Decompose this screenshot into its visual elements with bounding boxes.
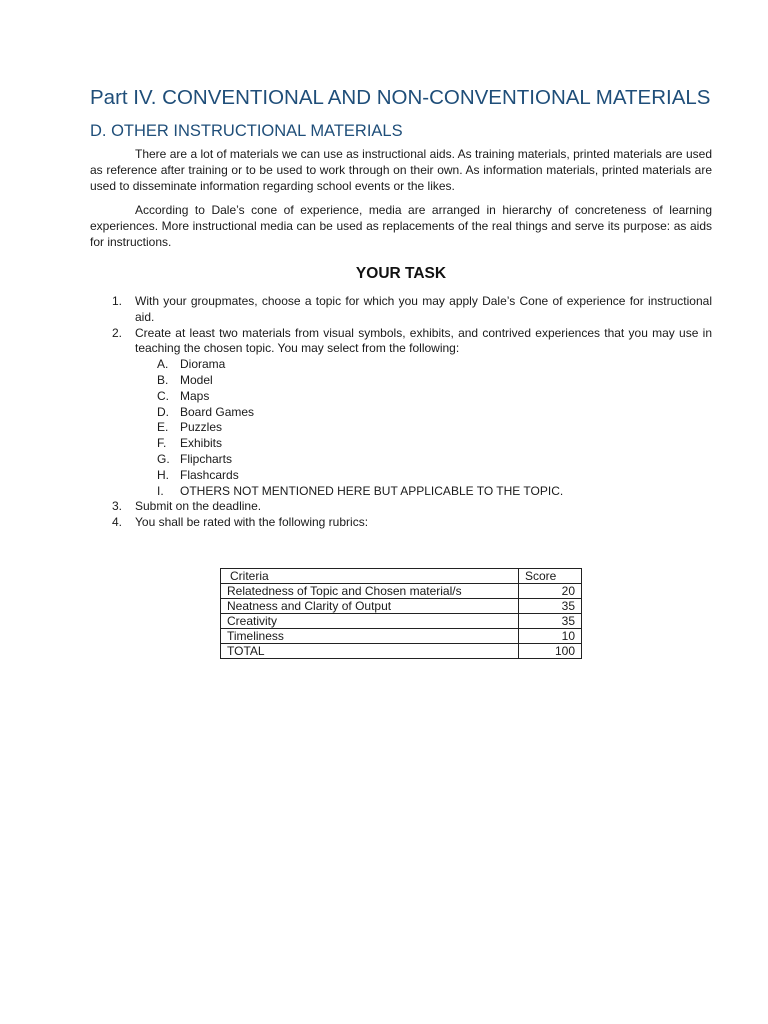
score-header: Score bbox=[519, 569, 582, 584]
rubric-row bbox=[221, 599, 582, 614]
option-item bbox=[135, 373, 712, 389]
document-content bbox=[90, 84, 712, 531]
score-cell: 100 bbox=[519, 644, 582, 659]
option-text: Exhibits bbox=[180, 436, 223, 451]
task-item-1 bbox=[90, 294, 712, 326]
option-item bbox=[135, 468, 712, 484]
option-text: Flipcharts bbox=[180, 451, 233, 466]
task-item-2 bbox=[90, 326, 712, 500]
criteria-cell: Relatedness of Topic and Chosen material/s bbox=[221, 584, 519, 599]
rubric-total-row bbox=[221, 644, 582, 659]
material-options-list bbox=[135, 357, 712, 499]
criteria-cell: Creativity bbox=[221, 614, 519, 629]
option-item bbox=[135, 405, 712, 421]
option-letter: D. bbox=[157, 404, 169, 419]
section-title: D. OTHER INSTRUCTIONAL MATERIALS bbox=[90, 122, 403, 140]
task-number: 3. bbox=[112, 499, 123, 514]
task-item-4 bbox=[90, 515, 712, 531]
option-item bbox=[135, 484, 712, 500]
criteria-cell: Timeliness bbox=[221, 629, 519, 644]
option-letter: C. bbox=[157, 388, 169, 403]
task-text: Submit on the deadline. bbox=[135, 499, 262, 514]
task-item-3 bbox=[90, 499, 712, 515]
option-letter: B. bbox=[157, 372, 169, 387]
option-text: Board Games bbox=[180, 404, 255, 419]
score-cell: 35 bbox=[519, 614, 582, 629]
option-text: Puzzles bbox=[180, 420, 223, 435]
task-number: 4. bbox=[112, 515, 123, 530]
rubric-row bbox=[221, 629, 582, 644]
rubric-header-row bbox=[221, 569, 582, 584]
option-letter: H. bbox=[157, 467, 169, 482]
option-text: OTHERS NOT MENTIONED HERE BUT APPLICABLE TO THE TOPIC. bbox=[180, 483, 564, 498]
score-cell: 35 bbox=[519, 599, 582, 614]
option-letter: I. bbox=[157, 483, 164, 498]
score-cell: 20 bbox=[519, 584, 582, 599]
part-title: Part IV. CONVENTIONAL AND NON-CONVENTIONAL MATERIALS bbox=[90, 86, 711, 109]
intro-paragraph-2: According to Dale’s cone of experience, media are arranged in hierarchy of concreteness of learning experiences. More instructional media can be used as replacements of the real things and serve its purpose: as aids for instructions. bbox=[90, 203, 712, 249]
task-text: Create at least two materials from visual symbols, exhibits, and contrived experiences that you may use in teaching the chosen topic. You may select from the following: bbox=[135, 325, 712, 356]
option-text: Diorama bbox=[180, 357, 226, 372]
option-item bbox=[135, 420, 712, 436]
option-text: Model bbox=[180, 372, 213, 387]
option-text: Flashcards bbox=[180, 467, 239, 482]
criteria-header: Criteria bbox=[221, 569, 519, 584]
option-letter: E. bbox=[157, 420, 169, 435]
intro-paragraph-1: There are a lot of materials we can use as instructional aids. As training materials, printed materials are used as reference after training or to be used to work through on their own. As information materials, printed materials are used to disseminate information regarding school events or the likes. bbox=[90, 147, 712, 193]
option-letter: A. bbox=[157, 357, 169, 372]
task-heading: YOUR TASK bbox=[355, 265, 447, 282]
task-text: You shall be rated with the following rubrics: bbox=[135, 515, 369, 530]
task-number: 1. bbox=[112, 294, 123, 308]
task-text: With your groupmates, choose a topic for which you may apply Dale’s Cone of experience for instructional aid. bbox=[135, 294, 712, 324]
task-list bbox=[90, 294, 712, 531]
task-number: 2. bbox=[112, 325, 123, 340]
option-item bbox=[135, 357, 712, 373]
option-text: Maps bbox=[180, 388, 210, 403]
rubric-table bbox=[220, 568, 582, 659]
rubric-row bbox=[221, 584, 582, 599]
criteria-cell: TOTAL bbox=[221, 644, 519, 659]
option-item bbox=[135, 436, 712, 452]
rubric-row bbox=[221, 614, 582, 629]
score-cell: 10 bbox=[519, 629, 582, 644]
option-letter: G. bbox=[157, 451, 170, 466]
option-item bbox=[135, 452, 712, 468]
option-letter: F. bbox=[157, 436, 167, 451]
criteria-cell: Neatness and Clarity of Output bbox=[221, 599, 519, 614]
option-item bbox=[135, 389, 712, 405]
